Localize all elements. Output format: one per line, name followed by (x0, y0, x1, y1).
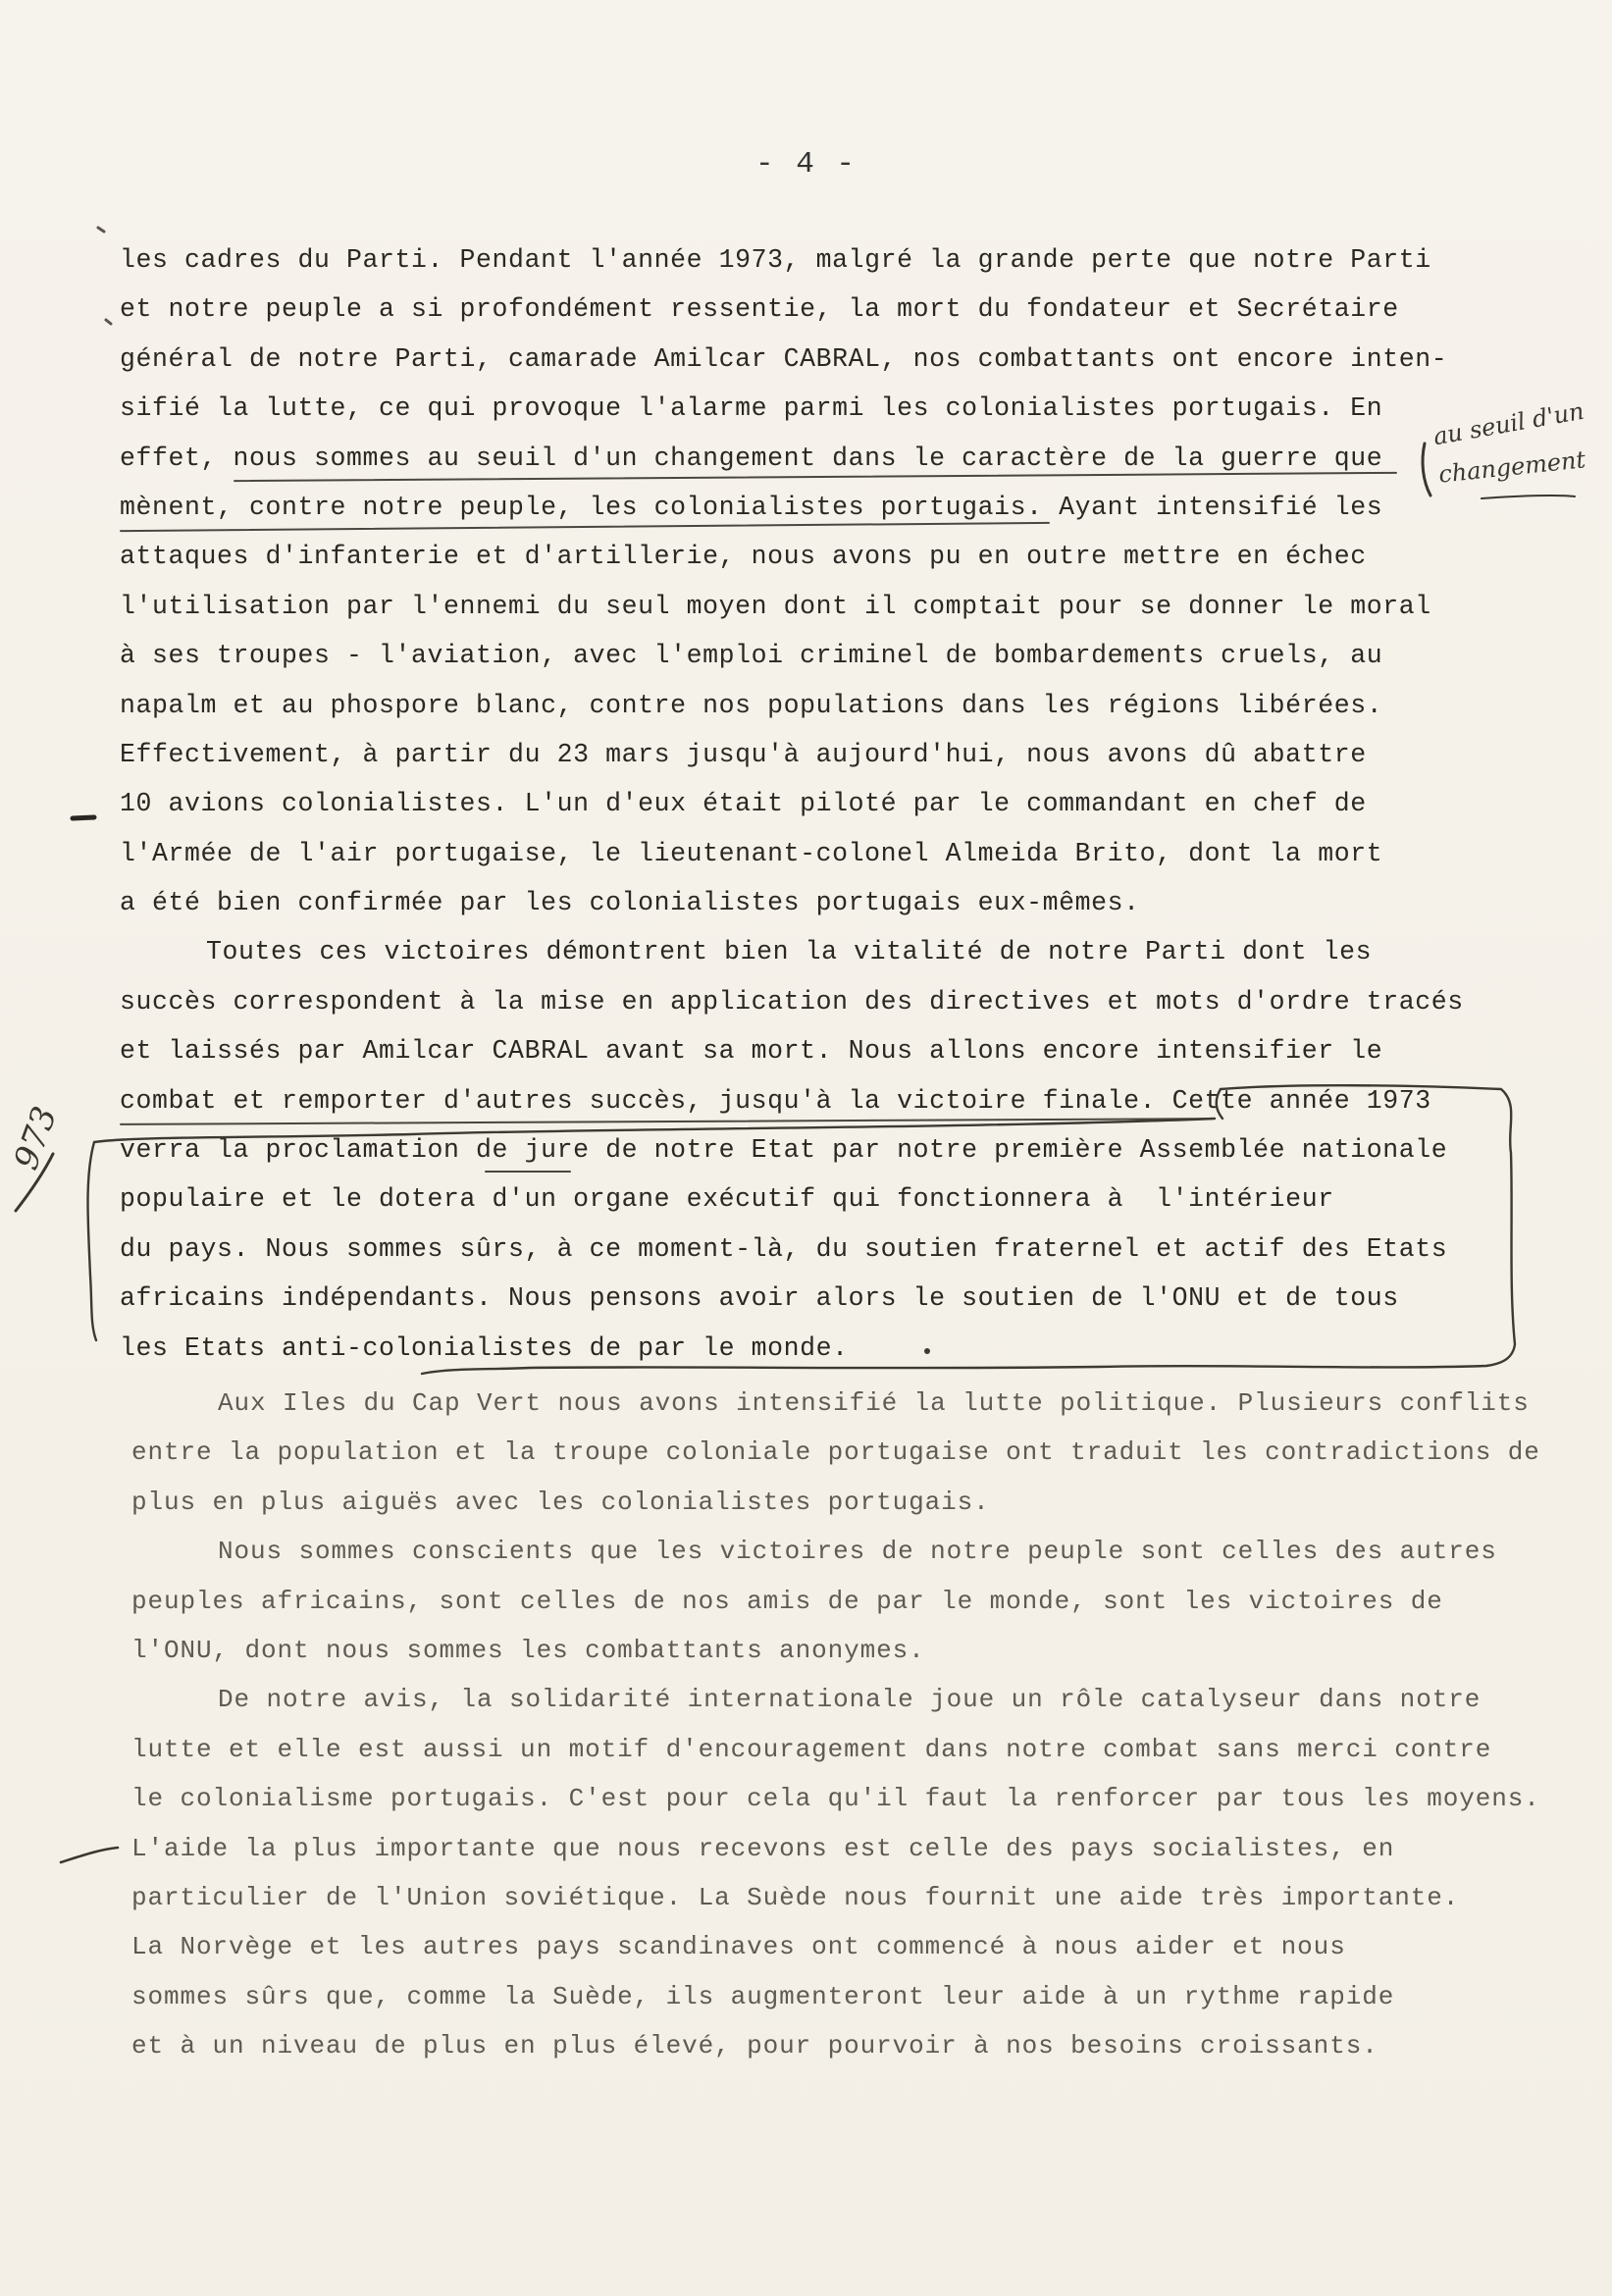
text-line: L'aide la plus importante que nous recevons est celle des pays socialistes, en (131, 1833, 1395, 1863)
text-line: Toutes ces victoires démontrent bien la vitalité de notre Parti dont les (206, 937, 1373, 967)
text-line: sifié la lutte, ce qui provoque l'alarme parmi les colonialistes portugais. En (120, 393, 1383, 424)
handwritten-underline (485, 1171, 571, 1173)
text-line: l'ONU, dont nous sommes les combattants anonymes. (131, 1635, 925, 1665)
margin-year-note (7, 1102, 66, 1175)
text-line: combat et remporter d'autres succès, jusqu'à la victoire finale. Cette année 1973 (120, 1085, 1431, 1116)
text-line: peuples africains, sont celles de nos amis de par le monde, sont les victoires de (131, 1586, 1443, 1616)
text-line: particulier de l'Union soviétique. La Suède nous fournit une aide très importante. (131, 1882, 1460, 1912)
text-line: napalm et au phospore blanc, contre nos populations dans les régions libérées. (120, 690, 1383, 720)
margin-year-text: 973 (6, 1101, 66, 1175)
ink-dot (106, 320, 111, 324)
light-paragraph (131, 1379, 1540, 2070)
text-line: mènent, contre notre peuple, les colonialistes portugais. Ayant intensifié les (120, 492, 1383, 522)
text-line: verra la proclamation de jure de notre Etat par notre première Assemblée nationale (120, 1135, 1448, 1166)
text-line: le colonialisme portugais. C'est pour cela qu'il faut la renforcer par tous les moyens. (131, 1784, 1540, 1814)
margin-note-line: changement (1436, 445, 1587, 489)
text-line: De notre avis, la solidarité internationale joue un rôle catalyseur dans notre (218, 1685, 1482, 1715)
text-line: entre la population et la troupe coloniale portugaise ont traduit les contradictions de (131, 1437, 1540, 1468)
text-line: effet, nous sommes au seuil d'un changement dans le caractère de la guerre que (120, 443, 1383, 473)
text-line: du pays. Nous sommes sûrs, à ce moment-là, du soutien fraternel et actif des Etats (120, 1233, 1448, 1264)
text-line: succès correspondent à la mise en application des directives et mots d'ordre tracés (120, 986, 1464, 1017)
text-line: 10 avions colonialistes. L'un d'eux était piloté par le commandant en chef de (120, 789, 1367, 819)
text-line: l'Armée de l'air portugaise, le lieutenant-colonel Almeida Brito, dont la mort (120, 838, 1383, 868)
page-number: - 4 - (754, 147, 857, 182)
text-line: a été bien confirmée par les colonialistes portugais eux-mêmes. (120, 888, 1140, 918)
text-line: La Norvège et les autres pays scandinaves ont commencé à nous aider et nous (131, 1932, 1346, 1962)
text-line: Nous sommes conscients que les victoires de notre peuple sont celles des autres (218, 1537, 1497, 1567)
text-line: l'utilisation par l'ennemi du seul moyen dont il comptait pour se donner le moral (120, 591, 1431, 621)
text-line: Aux Iles du Cap Vert nous avons intensifié la lutte politique. Plusieurs conflits (218, 1388, 1530, 1418)
margin-dash (61, 1848, 118, 1862)
text-line: populaire et le dotera d'un organe exécutif qui fonctionnera à l'intérieur (120, 1184, 1334, 1215)
text-line: et à un niveau de plus en plus élevé, pour pourvoir à nos besoins croissants. (131, 2031, 1378, 2061)
text-line: Effectivement, à partir du 23 mars jusqu'à aujourd'hui, nous avons dû abattre (120, 739, 1367, 769)
text-line: sommes sûrs que, comme la Suède, ils augmenteront leur aide à un rythme rapide (131, 1981, 1395, 2011)
text-line: et laissés par Amilcar CABRAL avant sa mort. Nous allons encore intensifier le (120, 1036, 1383, 1067)
text-line: lutte et elle est aussi un motif d'encouragement dans notre combat sans merci contre (131, 1734, 1492, 1764)
text-line: à ses troupes - l'aviation, avec l'emploi criminel de bombardements cruels, au (120, 641, 1383, 671)
text-line: africains indépendants. Nous pensons avoir alors le soutien de l'ONU et de tous (120, 1283, 1399, 1314)
margin-dash (73, 817, 94, 818)
text-line: attaques d'infanterie et d'artillerie, nous avons pu en outre mettre en échec (120, 542, 1367, 572)
text-line: plus en plus aiguës avec les colonialistes portugais. (131, 1487, 990, 1517)
ink-dot (98, 228, 104, 232)
text-line: les cadres du Parti. Pendant l'année 1973, malgré la grande perte que notre Parti (120, 245, 1431, 275)
dark-paragraph (120, 235, 1523, 1373)
text-line: et notre peuple a si profondément ressentie, la mort du fondateur et Secrétaire (120, 294, 1399, 325)
text-line: général de notre Parti, camarade Amilcar CABRAL, nos combattants ont encore inten- (120, 343, 1448, 374)
text-line: les Etats anti-colonialistes de par le monde. (120, 1332, 849, 1363)
margin-note-line: au seuil d'un (1430, 396, 1586, 451)
